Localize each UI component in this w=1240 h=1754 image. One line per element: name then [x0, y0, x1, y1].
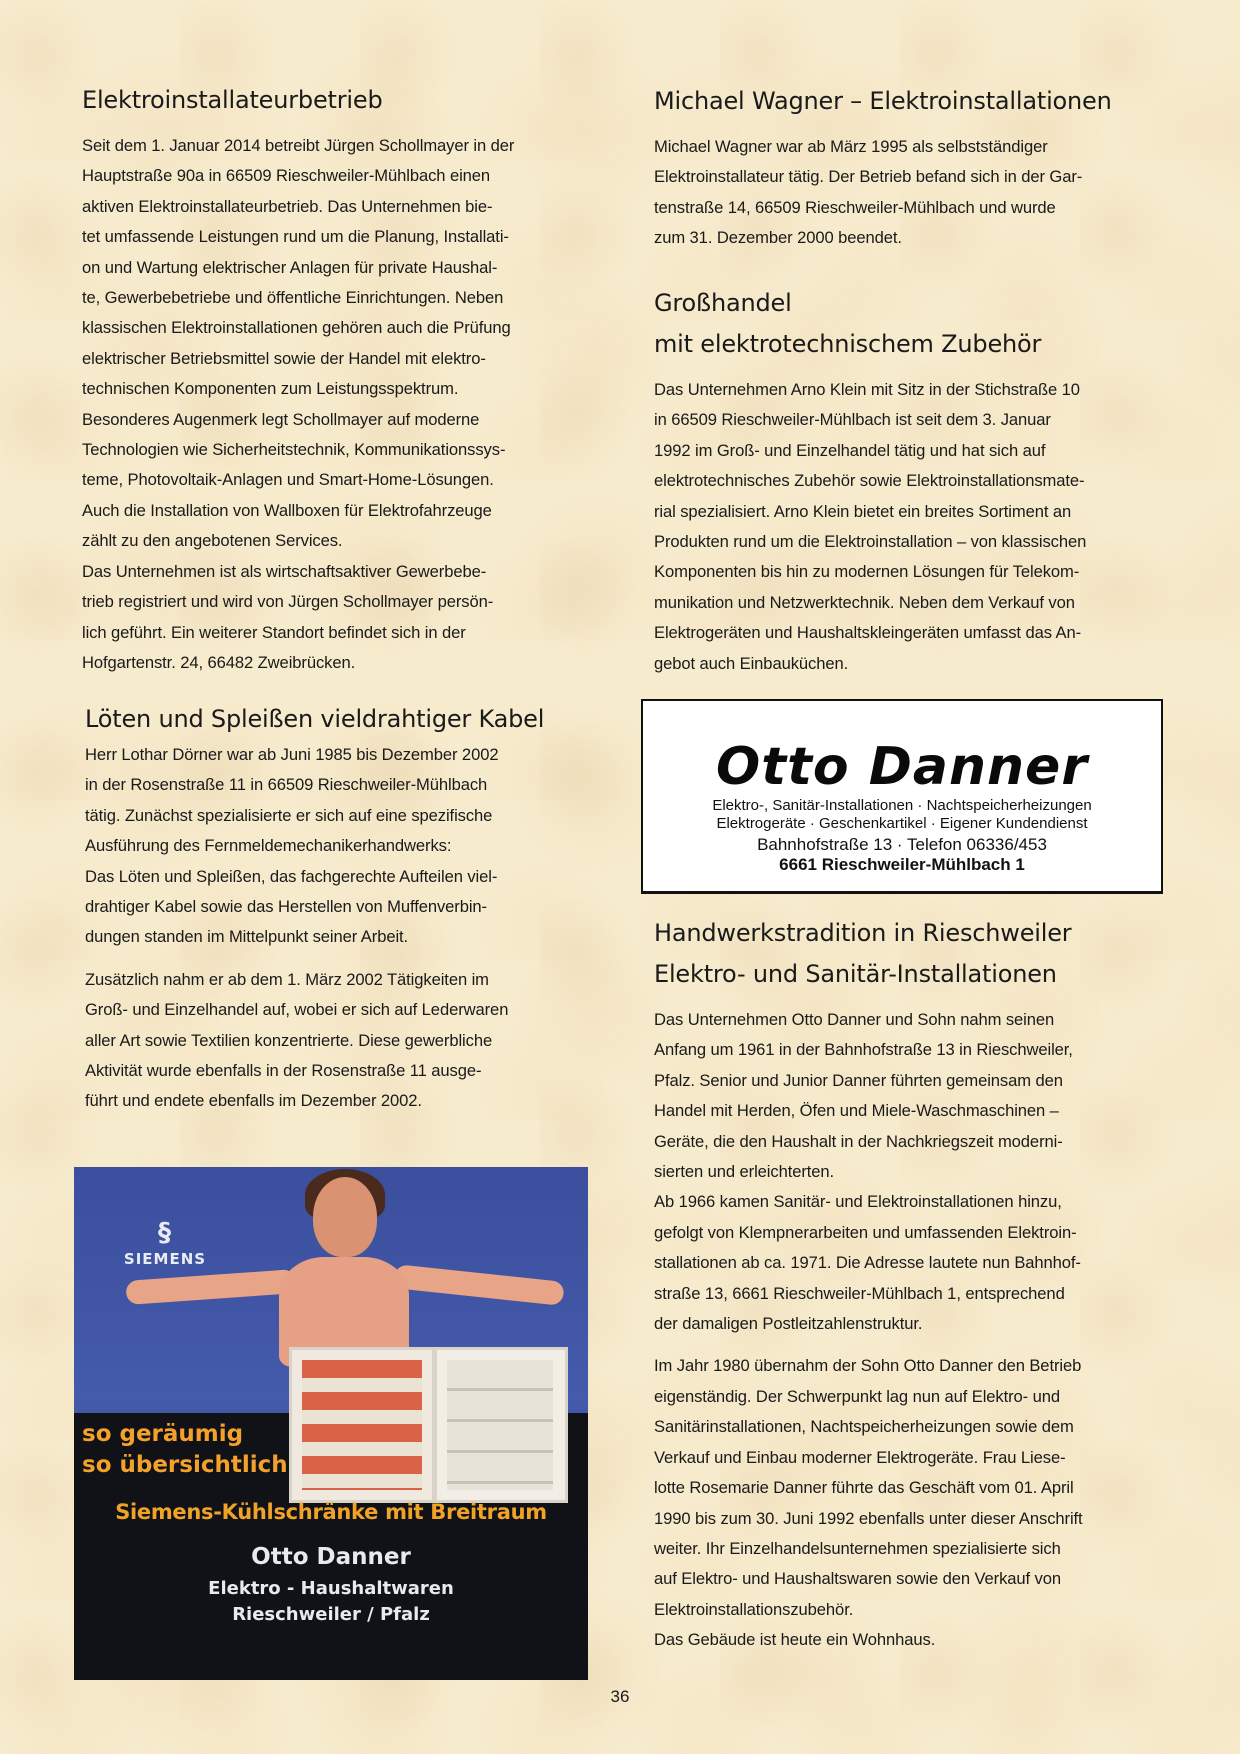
text-line: in der Rosenstraße 11 in 66509 Rieschweiler-Mühlbach: [85, 775, 488, 795]
text-line: Pfalz. Senior und Junior Danner führten gemeinsam den: [654, 1070, 1063, 1090]
siemens-advertisement-photo: [74, 1167, 588, 1680]
section-michael-wagner: [654, 81, 1164, 254]
card-services-line-2: Elektrogeräte · Geschenkartikel · Eigener Kundendienst: [716, 815, 1088, 832]
text-line: Hofgartenstr. 24, 66482 Zweibrücken.: [82, 652, 356, 672]
text-line: Besonderes Augenmerk legt Schollmayer auf moderne: [82, 409, 480, 429]
text-line: Zusätzlich nahm er ab dem 1. März 2002 Tätigkeiten im: [85, 969, 489, 989]
text-line: rial spezialisiert. Arno Klein bietet ein breites Sortiment an: [654, 501, 1072, 521]
text-line: Verkauf und Einbau moderner Elektrogeräte. Frau Liese-: [654, 1447, 1066, 1467]
section-title: Elektroinstallateurbetrieb: [82, 86, 383, 114]
section-title-line-2: mit elektrotechnischem Zubehör: [654, 330, 1042, 358]
siemens-emblem-icon: §: [158, 1218, 172, 1248]
text-line: lotte Rosemarie Danner führte das Geschäft vom 01. April: [654, 1478, 1074, 1498]
text-line: elektrischer Betriebsmittel sowie der Handel mit elektro-: [82, 348, 486, 368]
text-line: teme, Photovoltaik-Anlagen und Smart-Home-Lösungen.: [82, 470, 494, 490]
siemens-brand-text: SIEMENS: [123, 1250, 207, 1268]
text-line: Sanitärinstallationen, Nachtspeicherheizungen sowie dem: [654, 1417, 1074, 1437]
text-line: 1992 im Groß- und Einzelhandel tätig und hat sich auf: [654, 440, 1046, 460]
text-line: Elektroinstallationszubehör.: [654, 1599, 854, 1619]
text-line: stallationen ab ca. 1971. Die Adresse lautete nun Bahnhof-: [654, 1253, 1081, 1273]
section-title-line-1: Handwerkstradition in Rieschweiler: [654, 919, 1072, 947]
text-line: weiter. Ihr Einzelhandelsunternehmen spezialisierte sich: [654, 1538, 1061, 1558]
text-line: trieb registriert und wird von Jürgen Schollmayer persön-: [82, 592, 494, 612]
text-line: Geräte, die den Haushalt in der Nachkriegszeit moderni-: [654, 1131, 1063, 1151]
text-line: Im Jahr 1980 übernahm der Sohn Otto Danner den Betrieb: [654, 1356, 1082, 1376]
text-line: aller Art sowie Textilien konzentrierte. Diese gewerbliche: [85, 1030, 493, 1050]
card-company-name: Otto Danner: [716, 737, 1088, 797]
text-line: te, Gewerbebetriebe und öffentliche Einrichtungen. Neben: [82, 288, 504, 308]
text-line: aktiven Elektroinstallateurbetrieb. Das Unternehmen bie-: [82, 196, 493, 216]
section-body-a: [654, 1005, 1164, 1339]
section-body-a: [85, 740, 595, 953]
card-address: Bahnhofstraße 13 · Telefon 06336/453: [757, 835, 1047, 854]
text-line: Das Löten und Spleißen, das fachgerechte Aufteilen viel-: [85, 866, 498, 886]
text-line: technischen Komponenten zum Leistungsspektrum.: [82, 379, 459, 399]
text-line: on und Wartung elektrischer Anlagen für private Haushal-: [82, 257, 498, 277]
text-line: tätig. Zunächst spezialisierte er sich auf eine spezifische: [85, 805, 493, 825]
text-line: Hauptstraße 90a in 66509 Rieschweiler-Mühlbach einen: [82, 166, 491, 186]
section-handwerkstradition: [654, 913, 1164, 1656]
text-line: führt und endete ebenfalls im Dezember 2002.: [85, 1091, 422, 1111]
section-title-line-1: Großhandel: [654, 289, 792, 317]
text-line: Komponenten bis hin zu modernen Lösungen für Telekom-: [654, 562, 1080, 582]
text-line: gebot auch Einbauküchen.: [654, 653, 849, 673]
text-line: Produkten rund um die Elektroinstallation – von klassischen: [654, 532, 1087, 552]
text-line: Das Unternehmen Otto Danner und Sohn nahm seinen: [654, 1010, 1055, 1029]
text-line: Seit dem 1. Januar 2014 betreibt Jürgen Schollmayer in der: [82, 136, 515, 155]
card-services-line-1: Elektro-, Sanitär-Installationen · Nachtspeicherheizungen: [712, 797, 1092, 814]
text-line: munikation und Netzwerktechnik. Neben dem Verkauf von: [654, 592, 1075, 612]
text-line: zählt zu den angebotenen Services.: [82, 531, 343, 551]
text-line: 1990 bis zum 30. Juni 1992 ebenfalls unter dieser Anschrift: [654, 1508, 1083, 1528]
ad-slogan-3: Siemens-Kühlschränke mit Breitraum: [115, 1500, 547, 1524]
text-line: Aktivität wurde ebenfalls in der Rosenstraße 11 ausge-: [85, 1061, 482, 1081]
text-line: Anfang um 1961 in der Bahnhofstraße 13 in Rieschweiler,: [654, 1040, 1073, 1060]
text-line: Groß- und Einzelhandel auf, wobei er sich auf Lederwaren: [85, 1000, 509, 1020]
ad-slogan-2: so übersichtlich: [82, 1452, 288, 1478]
card-city: 6661 Rieschweiler-Mühlbach 1: [779, 855, 1025, 874]
text-line: klassischen Elektroinstallationen gehören auch die Prüfung: [82, 318, 511, 338]
ad-slogan-1: so geräumig: [82, 1421, 244, 1447]
text-line: drahtiger Kabel sowie das Herstellen von Muffenverbin-: [85, 897, 487, 917]
section-body: [654, 375, 1164, 679]
text-line: sierten und erleichterten.: [654, 1162, 835, 1182]
text-line: Ausführung des Fernmeldemechanikerhandwerks:: [85, 836, 452, 856]
text-line: Elektroinstallateur tätig. Der Betrieb befand sich in der Gar-: [654, 167, 1083, 187]
ad-subline-2: Rieschweiler / Pfalz: [232, 1604, 430, 1625]
text-line: Elektrogeräten und Haushaltskleingeräten umfasst das An-: [654, 623, 1082, 643]
section-body-b: [654, 1351, 1164, 1655]
text-line: straße 13, 6661 Rieschweiler-Mühlbach 1, entsprechend: [654, 1283, 1065, 1303]
text-line: in 66509 Rieschweiler-Mühlbach ist seit dem 3. Januar: [654, 410, 1051, 430]
text-line: Handel mit Herden, Öfen und Miele-Waschmaschinen –: [654, 1101, 1059, 1121]
text-line: lich geführt. Ein weiterer Standort befindet sich in der: [82, 622, 466, 642]
text-line: Michael Wagner war ab März 1995 als selbstständiger: [654, 137, 1048, 156]
fridge-illustration: [289, 1347, 435, 1503]
text-line: elektrotechnisches Zubehör sowie Elektroinstallationsmate-: [654, 471, 1085, 491]
text-line: dungen standen im Mittelpunkt seiner Arbeit.: [85, 927, 409, 947]
text-line: zum 31. Dezember 2000 beendet.: [654, 228, 902, 248]
text-line: tet umfassende Leistungen rund um die Planung, Installati-: [82, 227, 509, 247]
section-elektroinstallateurbetrieb: [82, 80, 592, 678]
text-line: Auch die Installation von Wallboxen für Elektrofahrzeuge: [82, 500, 492, 520]
text-line: Das Unternehmen Arno Klein mit Sitz in der Stichstraße 10: [654, 380, 1080, 399]
text-line: Ab 1966 kamen Sanitär- und Elektroinstallationen hinzu,: [654, 1192, 1062, 1212]
text-line: eigenständig. Der Schwerpunkt lag nun auf Elektro- und: [654, 1386, 1061, 1406]
section-body: [654, 132, 1164, 254]
text-line: Herr Lothar Dörner war ab Juni 1985 bis Dezember 2002: [85, 745, 499, 764]
section-loeten-spleissen: [85, 699, 595, 1117]
siemens-logo: [120, 1220, 210, 1268]
page-number: 36: [610, 1687, 630, 1706]
text-line: tenstraße 14, 66509 Rieschweiler-Mühlbach und wurde: [654, 197, 1056, 217]
section-title: Michael Wagner – Elektroinstallationen: [654, 87, 1112, 115]
text-line: auf Elektro- und Haushaltswaren sowie den Verkauf von: [654, 1569, 1062, 1589]
text-line: Technologien wie Sicherheitstechnik, Kommunikationssys-: [82, 440, 506, 460]
ad-company-name: Otto Danner: [251, 1544, 411, 1570]
otto-danner-business-card: [641, 699, 1163, 894]
text-line: der damaligen Postleitzahlenstruktur.: [654, 1314, 923, 1334]
section-title: Löten und Spleißen vieldrahtiger Kabel: [85, 705, 545, 733]
section-body: [82, 131, 592, 678]
text-line: Das Unternehmen ist als wirtschaftsaktiver Gewerbebe-: [82, 561, 487, 581]
section-grosshandel: [654, 283, 1164, 679]
section-body-b: [85, 965, 595, 1117]
ad-subline-1: Elektro - Haushaltwaren: [208, 1578, 454, 1599]
text-line: gefolgt von Klempnerarbeiten und umfassenden Elektroin-: [654, 1222, 1077, 1242]
text-line: Das Gebäude ist heute ein Wohnhaus.: [654, 1630, 936, 1650]
section-title-line-2: Elektro- und Sanitär-Installationen: [654, 960, 1057, 988]
